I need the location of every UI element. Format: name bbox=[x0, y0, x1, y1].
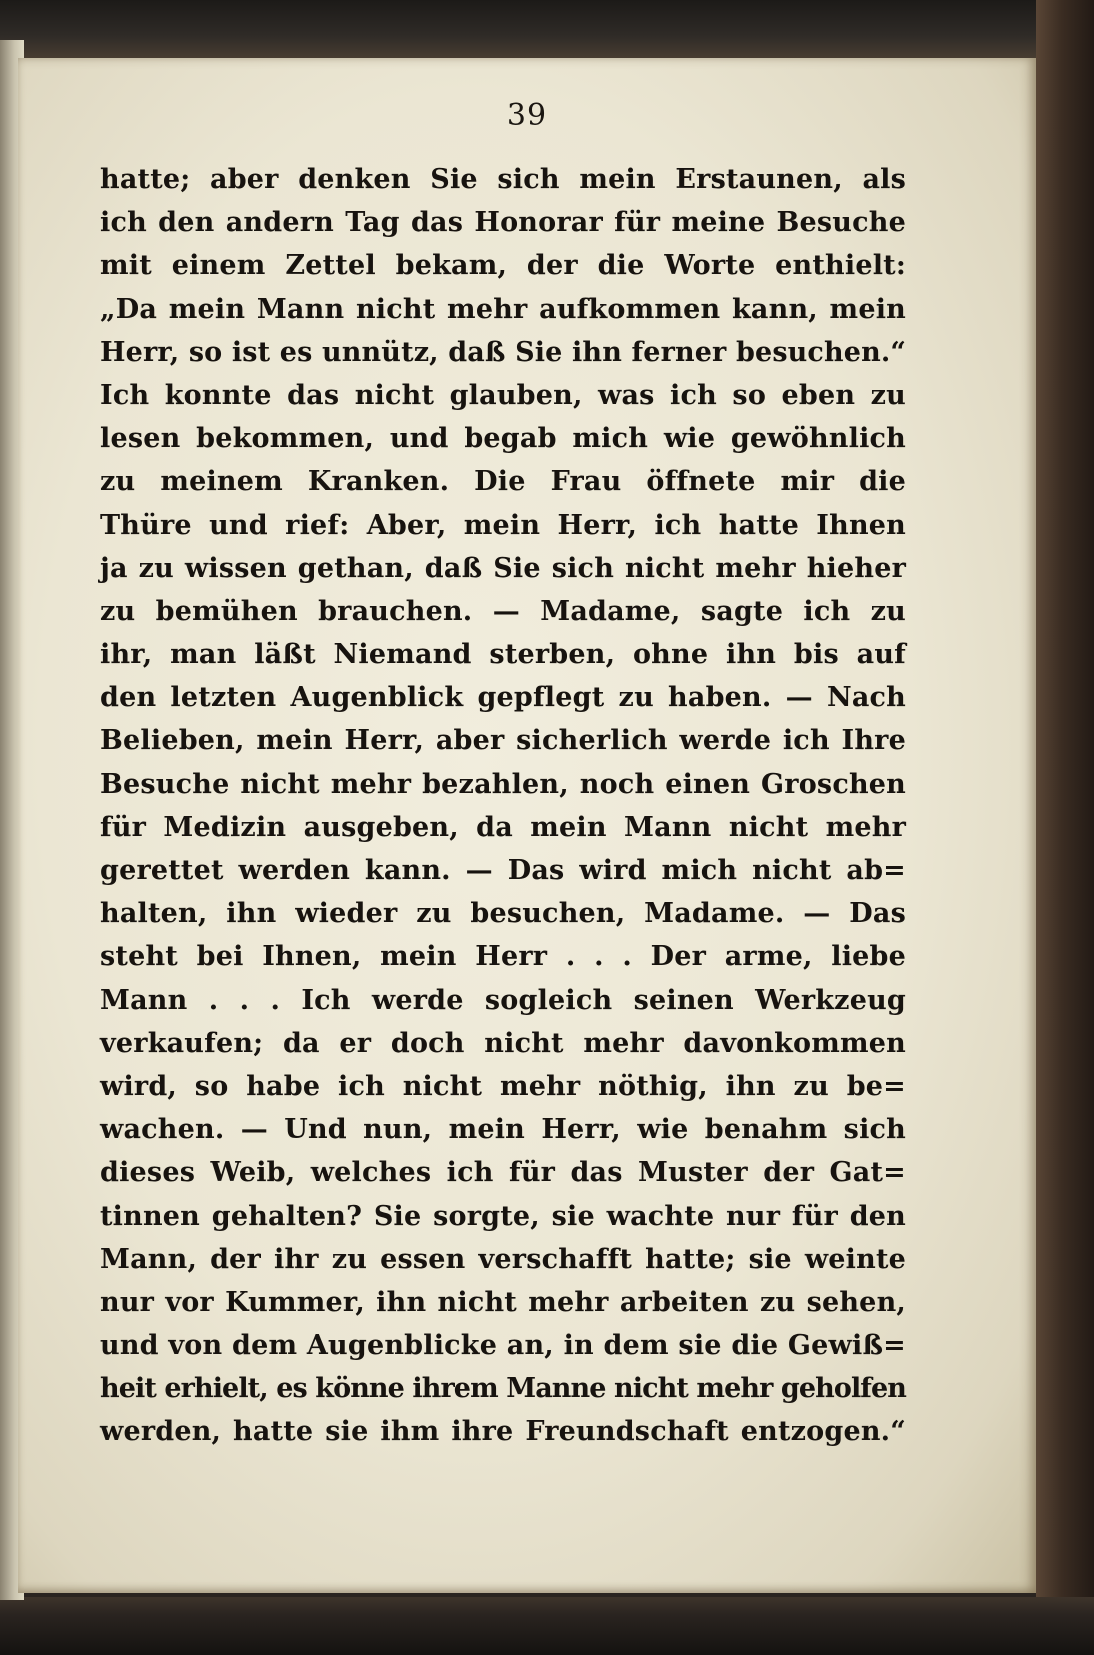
page-number: 39 bbox=[506, 98, 548, 133]
text-line: ja zu wissen gethan, daß Sie sich nicht mehr hieher bbox=[100, 552, 906, 584]
text-line: „Da mein Mann nicht mehr aufkommen kann, mein bbox=[100, 293, 906, 325]
text-line: nur vor Kummer, ihn nicht mehr arbeiten zu sehen, bbox=[100, 1286, 906, 1318]
text-line: und von dem Augenblicke an, in dem sie die Gewiß= bbox=[100, 1330, 906, 1362]
text-line: hatte; aber denken Sie sich mein Erstaunen, als bbox=[100, 164, 906, 195]
text-line: gerettet werden kann. — Das wird mich nicht ab= bbox=[100, 855, 906, 886]
body-text bbox=[100, 158, 906, 1454]
text-line: Ich konnte das nicht glauben, was ich so eben zu bbox=[100, 379, 906, 411]
text-line: mit einem Zettel bekam, der die Worte enthielt: bbox=[100, 250, 906, 282]
text-line: steht bei Ihnen, mein Herr . . . Der arme, liebe bbox=[100, 941, 906, 973]
text-line: Belieben, mein Herr, aber sicherlich werde ich Ihre bbox=[100, 725, 906, 757]
text-line: heit erhielt, es könne ihrem Manne nicht mehr geholfen bbox=[100, 1373, 906, 1405]
text-line: Mann, der ihr zu essen verschafft hatte; sie weinte bbox=[100, 1243, 906, 1275]
text-line: ihr, man läßt Niemand sterben, ohne ihn bis auf bbox=[100, 639, 906, 671]
text-line: Besuche nicht mehr bezahlen, noch einen Groschen bbox=[100, 768, 906, 800]
book-cover-bottom bbox=[0, 1597, 1094, 1655]
text-line: wird, so habe ich nicht mehr nöthig, ihn zu be= bbox=[100, 1070, 906, 1102]
text-line: Mann . . . Ich werde sogleich seinen Werkzeug bbox=[100, 984, 906, 1016]
text-line: dieses Weib, welches ich für das Muster der Gat= bbox=[100, 1157, 906, 1189]
text-line: tinnen gehalten? Sie sorgte, sie wachte nur für den bbox=[100, 1200, 906, 1232]
text-line: wachen. — Und nun, mein Herr, wie benahm sich bbox=[100, 1114, 906, 1146]
book-page bbox=[18, 58, 1036, 1593]
book-cover-top bbox=[0, 0, 1094, 60]
text-line: Thüre und rief: Aber, mein Herr, ich hatte Ihnen bbox=[100, 509, 906, 541]
text-line: zu bemühen brauchen. — Madame, sagte ich zu bbox=[100, 595, 906, 627]
book-cover-right bbox=[1036, 0, 1094, 1655]
text-line: Herr, so ist es unnütz, daß Sie ihn ferner besuchen.“ bbox=[100, 336, 907, 368]
text-line: halten, ihn wieder zu besuchen, Madame. — Das bbox=[100, 898, 906, 930]
text-line: werden, hatte sie ihm ihre Freundschaft entzogen.“ bbox=[100, 1416, 906, 1448]
text-line: zu meinem Kranken. Die Frau öffnete mir die bbox=[100, 466, 906, 498]
text-line: lesen bekommen, und begab mich wie gewöhnlich bbox=[100, 423, 906, 455]
text-line: für Medizin ausgeben, da mein Mann nicht mehr bbox=[100, 811, 906, 843]
text-line: verkaufen; da er doch nicht mehr davonkommen bbox=[100, 1027, 906, 1059]
text-line: den letzten Augenblick gepflegt zu haben. — Nach bbox=[100, 682, 906, 714]
text-line: ich den andern Tag das Honorar für meine Besuche bbox=[100, 207, 906, 239]
